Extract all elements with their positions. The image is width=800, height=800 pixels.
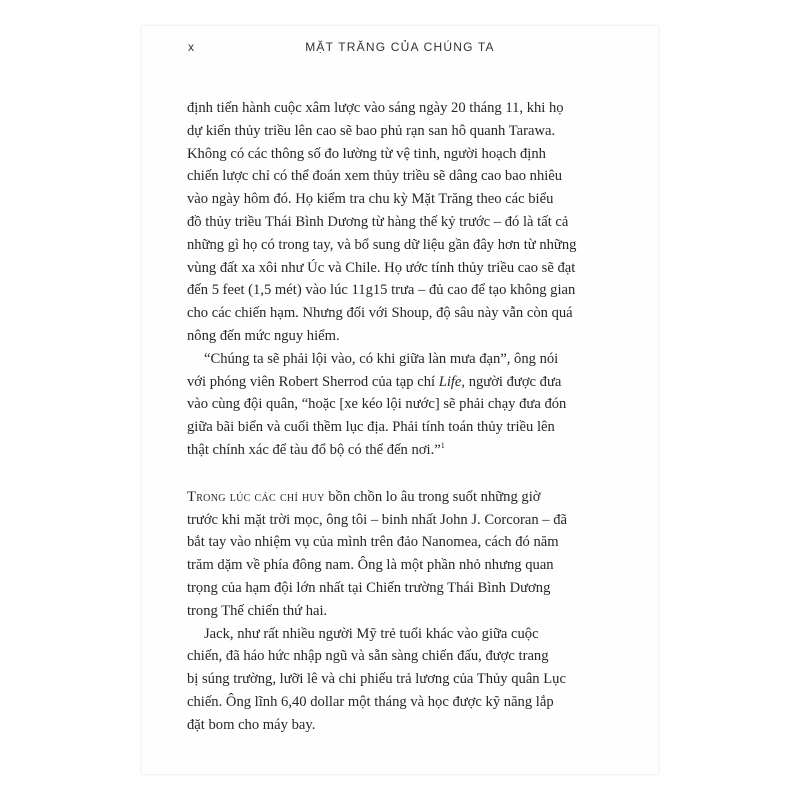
text-line: bắt tay vào nhiệm vụ của mình trên đảo Nanomea, cách đó năm — [187, 534, 559, 551]
page-body — [187, 97, 617, 737]
paragraph-3 — [187, 486, 617, 623]
page-number: x — [188, 40, 194, 54]
book-page — [142, 26, 658, 774]
text-line — [187, 486, 617, 509]
text-line: đặt bom cho máy bay. — [187, 716, 316, 733]
text-line: bị súng trường, lưỡi lê và chi phiếu trả lương của Thủy quân Lục — [187, 671, 566, 688]
text-line: định tiến hành cuộc xâm lược vào sáng ngày 20 tháng 11, khi họ — [187, 100, 564, 116]
text-line: giữa bãi biển và cuối thềm lục địa. Phải tính toán thủy triều lên — [187, 419, 555, 436]
text-line: chiến lược chỉ có thể đoán xem thủy triều sẽ dâng cao bao nhiêu — [187, 168, 563, 185]
small-caps-lead: Trong lúc các chỉ huy — [187, 488, 325, 505]
text-line: cho các chiến hạm. Nhưng đối với Shoup, độ sâu này vẫn còn quá — [187, 305, 573, 322]
text-line: nông đến mức nguy hiểm. — [187, 327, 340, 344]
text-segment: thật chính xác để tàu đổ bộ có thể đến nơi.” — [187, 441, 441, 458]
text-line: chiến. Ông lĩnh 6,40 dollar một tháng và học được kỹ năng lắp — [187, 693, 554, 710]
text-line: đồ thủy triều Thái Bình Dương từ hàng thế kỷ trước – đó là tất cả — [187, 213, 569, 230]
text-line: vào ngày hôm đó. Họ kiểm tra chu kỳ Mặt Trăng theo các biểu — [187, 191, 554, 208]
section-break — [187, 462, 617, 486]
text-line: vùng đất xa xôi như Úc và Chile. Họ ước tính thủy triều cao sẽ đạt — [187, 259, 576, 276]
paragraph-4 — [187, 623, 617, 737]
text-segment: với phóng viên Robert Sherrod của tạp chí — [187, 373, 439, 390]
text-line: Jack, như rất nhiều người Mỹ trẻ tuổi khác vào giữa cuộc — [204, 625, 539, 642]
text-line: trong Thế chiến thứ hai. — [187, 602, 328, 619]
paragraph-1 — [187, 97, 617, 348]
text-line: trước khi mặt trời mọc, ông tôi – binh nhất John J. Corcoran – đã — [187, 511, 568, 528]
text-line: trăm dặm về phía đông nam. Ông là một phần nhỏ nhưng quan — [187, 557, 554, 574]
magazine-title: Life — [438, 373, 462, 390]
paragraph-2 — [187, 348, 617, 462]
page-header — [142, 26, 658, 66]
text-line: Không có các thông số đo lường từ vệ tinh, người hoạch định — [187, 145, 546, 162]
text-line — [187, 439, 617, 462]
text-line: trọng của hạm đội lớn nhất tại Chiến trường Thái Bình Dương — [187, 579, 551, 596]
text-line: chiến, đã háo hức nhập ngũ và sẵn sàng chiến đấu, được trang — [187, 648, 549, 665]
text-line: vào cùng đội quân, “hoặc [xe kéo lội nước] sẽ phải chạy đưa đón — [187, 396, 567, 413]
text-line: những gì họ có trong tay, và bổ sung dữ liệu gần đây hơn từ những — [187, 236, 577, 253]
text-segment: , người được đưa — [461, 373, 562, 390]
text-segment: bồn chồn lo âu trong suốt những giờ — [324, 488, 541, 505]
text-line — [187, 371, 617, 394]
text-line: dự kiến thủy triều lên cao sẽ bao phủ rạn san hô quanh Tarawa. — [187, 122, 556, 139]
text-line: “Chúng ta sẽ phải lội vào, có khi giữa làn mưa đạn”, ông nói — [204, 350, 559, 367]
footnote-marker: 1 — [440, 441, 445, 451]
text-line: đến 5 feet (1,5 mét) vào lúc 11g15 trưa – đủ cao để tạo không gian — [187, 282, 576, 299]
running-title: MẶT TRĂNG CỦA CHÚNG TA — [305, 40, 495, 54]
